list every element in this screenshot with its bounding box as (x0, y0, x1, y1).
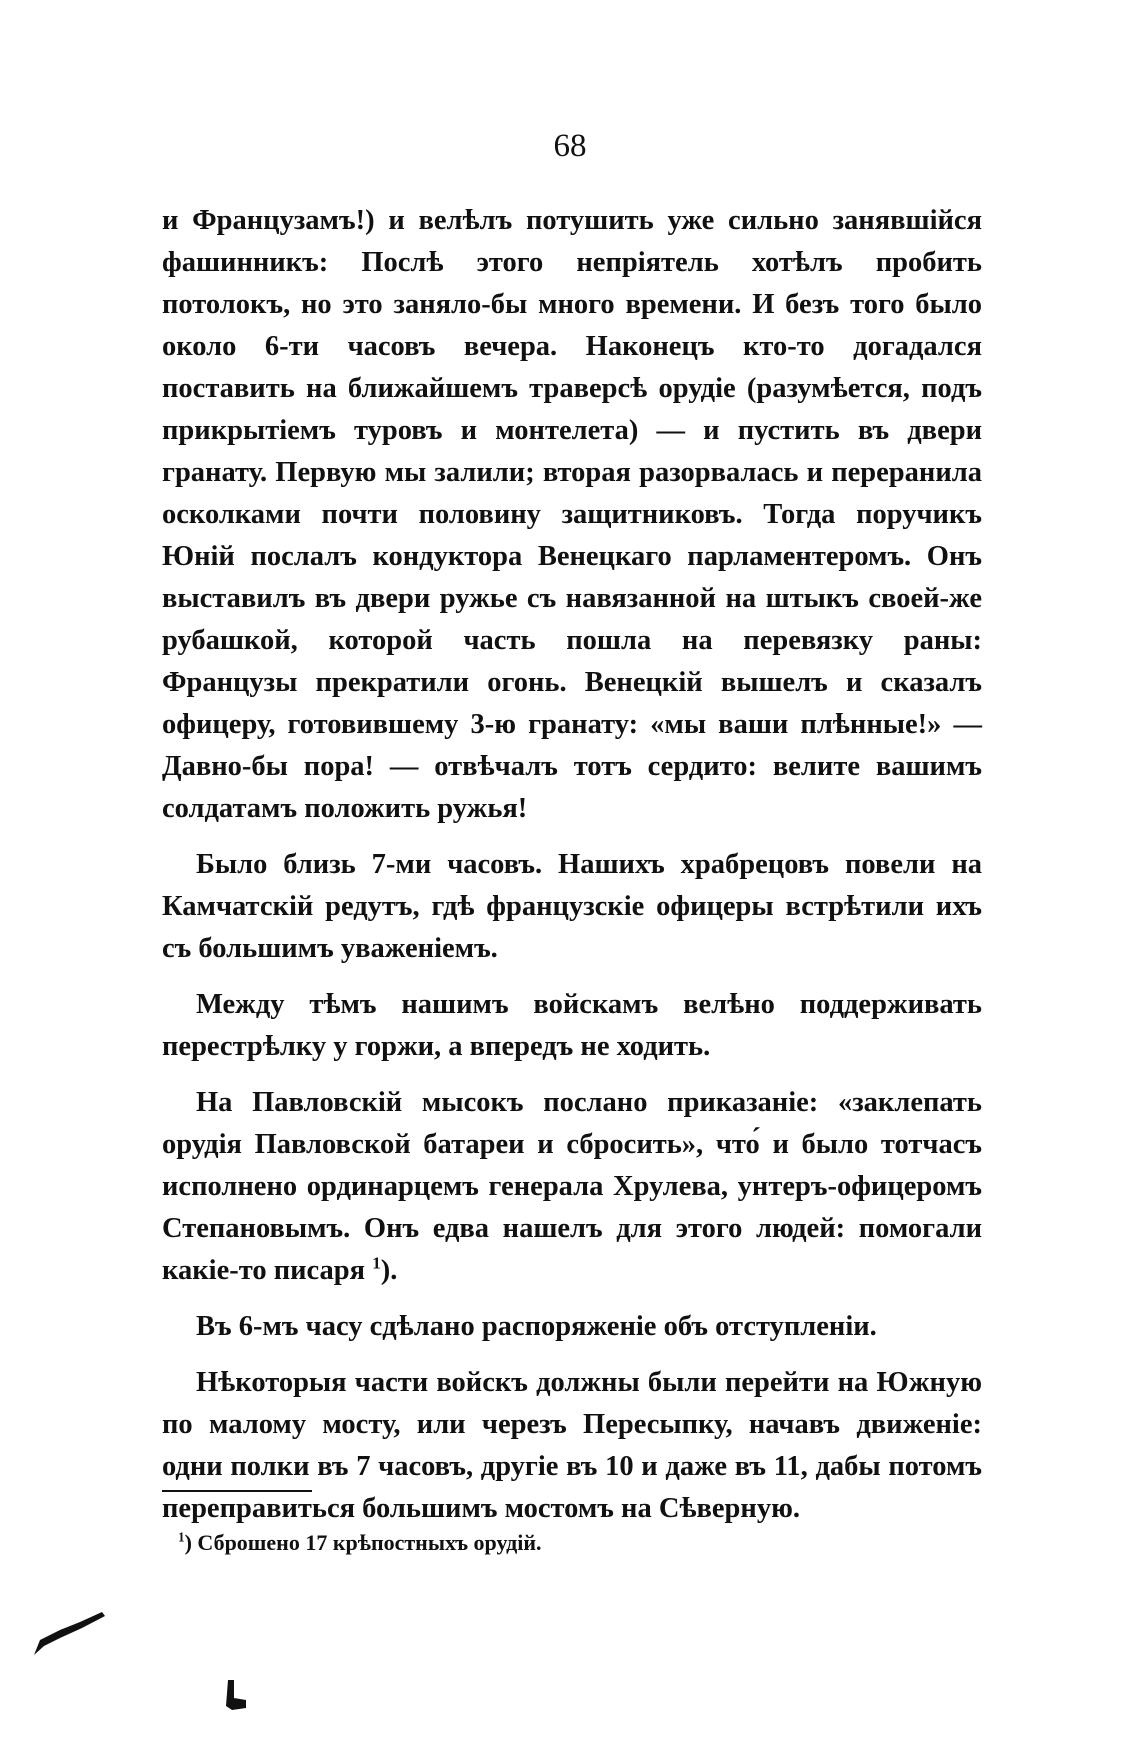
paragraph-6: Нѣкоторыя части войскъ должны были перейти на Южную по малому мосту, или черезъ Пересыпку, начавъ движеніе: одни полки въ 7 часовъ, другіе въ 10 и даже въ 11, дабы потомъ переправиться большимъ мостомъ на Сѣверную. (162, 1367, 982, 1524)
footnote-text: ) Сброшено 17 крѣпостныхъ орудій. (184, 1530, 542, 1555)
paragraph-4-text: На Павловскій мысокъ послано приказаніе: «заклепать орудія Павловской батареи и сбросить», что́ и было тотчасъ исполнено ординарцемъ генерала Хрулева, унтеръ-офицеромъ Степановымъ. Онъ едва нашелъ для этого людей: помогали какіе-то писаря (162, 1087, 982, 1286)
paragraph-4-close: ). (380, 1255, 398, 1286)
footnote-reference: 1 (372, 1253, 381, 1273)
footnote (178, 1530, 542, 1556)
paragraph-1: и Французамъ!) и велѣлъ потушить уже сильно занявшійся фашинникъ: Послѣ этого непріятель хотѣлъ пробить потолокъ, но это заняло-бы много времени. И безъ того было около 6-ти часовъ вечера. Наконецъ кто-то догадался поставить на ближайшемъ траверсѣ орудіе (разумѣется, подъ прикрытіемъ туровъ и монтелета) — и пустить въ двери гранату. Первую мы залили; вторая разорвалась и переранила осколками почти половину защитниковъ. Тогда поручикъ Юній послалъ кондуктора Венецкаго парламентеромъ. Онъ выставилъ въ двери ружье съ навязанной на штыкъ своей-же рубашкой, которой часть пошла на перевязку раны: Французы прекратили огонь. Венецкій вышелъ и сказалъ офицеру, готовившему 3-ю гранату: «мы ваши плѣнные!» — Давно-бы пора! — отвѣчалъ тотъ сердито: велите вашимъ солдатамъ положить ружья! (162, 205, 982, 824)
paragraph-4 (162, 1082, 982, 1292)
page-number: 68 (553, 128, 587, 164)
paragraph-3: Между тѣмъ нашимъ войскамъ велѣно поддерживать перестрѣлку у горжи, а впередъ не ходить. (162, 989, 982, 1062)
ink-arrow-mark (222, 1678, 252, 1714)
body-text (162, 200, 982, 1544)
paragraph-5: Въ 6-мъ часу сдѣлано распоряженіе объ отступленіи. (196, 1311, 877, 1342)
paragraph-2: Было близь 7-ми часовъ. Нашихъ храбрецовъ повели на Камчатскій редутъ, гдѣ французскіе офицеры встрѣтили ихъ съ большимъ уваженіемъ. (162, 849, 982, 964)
footnote-divider (162, 1490, 312, 1492)
ink-smudge-mark (30, 1600, 110, 1660)
footnote-marker: 1 (178, 1529, 185, 1545)
